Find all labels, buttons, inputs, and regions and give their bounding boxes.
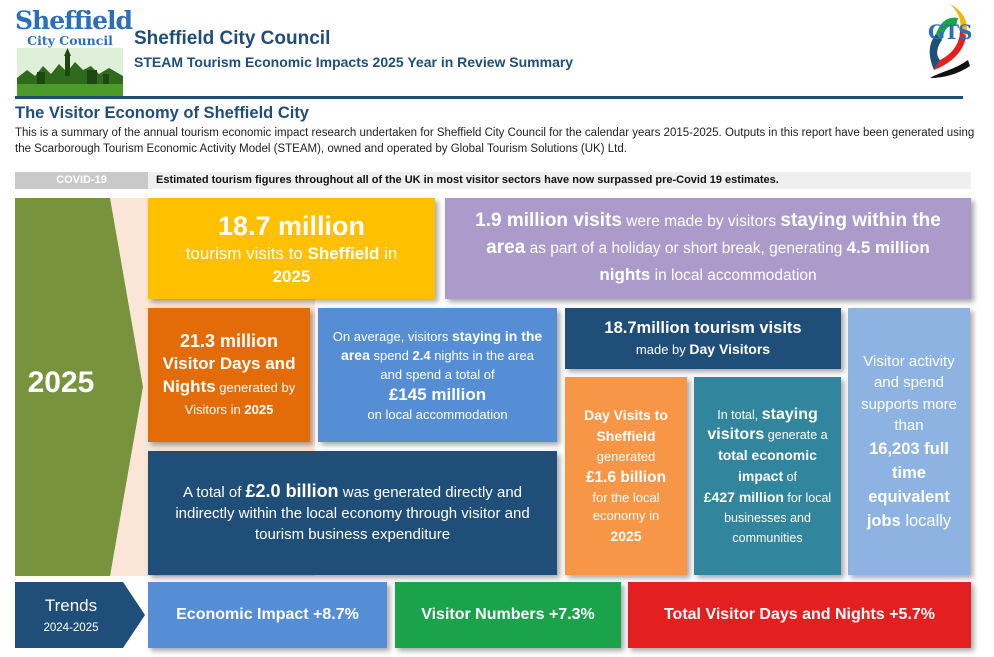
- logo-subtitle: City Council: [27, 33, 113, 48]
- accommodation-nights: 2.4: [412, 348, 431, 363]
- accommodation-text-a: On average, visitors: [332, 329, 452, 344]
- total-visits-place: Sheffield: [307, 243, 380, 263]
- accommodation-text-b: spend: [369, 348, 413, 363]
- total-visits-text-b: in: [379, 243, 398, 263]
- accommodation-panel: [318, 308, 557, 442]
- day-visitors-figure: 18.7million tourism visits: [604, 319, 802, 337]
- visitor-days-label: Visitor Days and Nights: [162, 354, 296, 396]
- covid-tag: COVID-19: [15, 172, 148, 189]
- sheffield-logo: [15, 6, 133, 94]
- staying-visits-emphasis: staying within the area: [486, 210, 941, 258]
- staying-impact-emphasis-2: total economic impact: [718, 446, 817, 484]
- accommodation-figure: £145 million: [388, 385, 487, 404]
- staying-impact-text-c: of: [783, 469, 798, 484]
- visitor-days-panel: [148, 308, 310, 442]
- staying-impact-emphasis: staying visitors: [707, 405, 818, 443]
- total-visits-text: tourism visits to: [185, 243, 308, 263]
- staying-impact-text-b: generate a: [764, 427, 828, 442]
- staying-visits-nights: 4.5 million nights: [599, 238, 930, 284]
- section-title: The Visitor Economy of Sheffield City: [15, 104, 309, 122]
- day-visitors-text: made by: [635, 342, 690, 357]
- gts-logo: [920, 0, 980, 80]
- jobs-figure: 16,203 full time equivalent jobs: [866, 439, 950, 530]
- staying-impact-figure: £427 million: [703, 488, 784, 505]
- staying-visits-text-c: in local accommodation: [650, 267, 817, 284]
- day-spend-text-a: generated: [596, 449, 656, 464]
- gts-wordmark: GTS: [928, 20, 972, 44]
- staying-visits-text-b: as part of a holiday or short break, generating: [525, 240, 847, 257]
- accommodation-text-d: on local accommodation: [367, 407, 508, 422]
- economic-total-panel: [148, 451, 557, 575]
- trend-visitor-numbers: Visitor Numbers +7.3%: [395, 582, 621, 648]
- day-spend-text-b: for the local economy in: [592, 490, 660, 523]
- economic-total-text-a: A total of: [182, 484, 246, 501]
- jobs-text-b: locally: [900, 511, 952, 530]
- accommodation-text-c: nights in the area and spend a total of: [380, 348, 534, 382]
- logo-wordmark: Sheffield: [15, 6, 133, 35]
- city-skyline-icon: [17, 48, 123, 96]
- day-visitors-emphasis: Day Visitors: [689, 341, 771, 357]
- staying-impact-panel: [694, 377, 841, 575]
- total-visits-figure: 18.7 million: [217, 210, 366, 241]
- accommodation-emphasis: staying in the area: [341, 328, 543, 363]
- header-title: Sheffield City Council: [134, 28, 331, 49]
- day-visitors-panel: [565, 308, 841, 369]
- trends-title: Trends: [44, 596, 98, 615]
- staying-visits-figure: 1.9 million visits: [475, 210, 622, 231]
- staying-impact-text-a: In total,: [717, 407, 762, 422]
- visitor-days-year: 2025: [244, 402, 274, 417]
- year-label: 2025: [27, 366, 95, 399]
- intro-paragraph: This is a summary of the annual tourism economic impact research undertaken for Sheffield City Council for the calendar years 2015-2025. Outputs in this report have been generated using the Scarborough Tourism Economic Activity Model (STEAM), owned and operated by Global Tourism Solutions (UK) Ltd.: [15, 127, 975, 155]
- day-spend-figure: £1.6 billion: [585, 469, 667, 486]
- economic-total-figure: £2.0 billion: [245, 481, 339, 501]
- covid-note: Estimated tourism figures throughout all of the UK in most visitor sectors have now surpassed pre-Covid 19 estimates.: [156, 174, 779, 186]
- visitor-days-text: generated by Visitors in: [184, 380, 296, 417]
- total-visits-panel: [148, 198, 435, 299]
- trend-economic-impact: Economic Impact +8.7%: [148, 582, 387, 648]
- total-visits-year: 2025: [272, 266, 311, 286]
- trends-years: 2024-2025: [43, 622, 99, 634]
- visitor-days-figure: 21.3 million: [179, 331, 279, 351]
- staying-impact-text-d: for local businesses and communities: [724, 490, 832, 545]
- staying-visits-text-a: were made by visitors: [621, 213, 781, 230]
- economic-total-text-b: was generated directly and indirectly within the local economy through visitor and tourism business expenditure: [175, 484, 530, 543]
- jobs-text-a: Visitor activity and spend supports more than: [861, 352, 957, 434]
- jobs-panel: [848, 308, 970, 575]
- day-spend-title: Day Visits to Sheffield: [584, 407, 668, 444]
- day-spend-year: 2025: [610, 528, 642, 544]
- header-divider: [15, 96, 963, 99]
- trend-visitor-days-nights: Total Visitor Days and Nights +5.7%: [628, 582, 971, 648]
- day-spend-panel: [565, 377, 687, 575]
- staying-visits-panel: [445, 198, 971, 299]
- header-subtitle: STEAM Tourism Economic Impacts 2025 Year in Review Summary: [134, 54, 574, 70]
